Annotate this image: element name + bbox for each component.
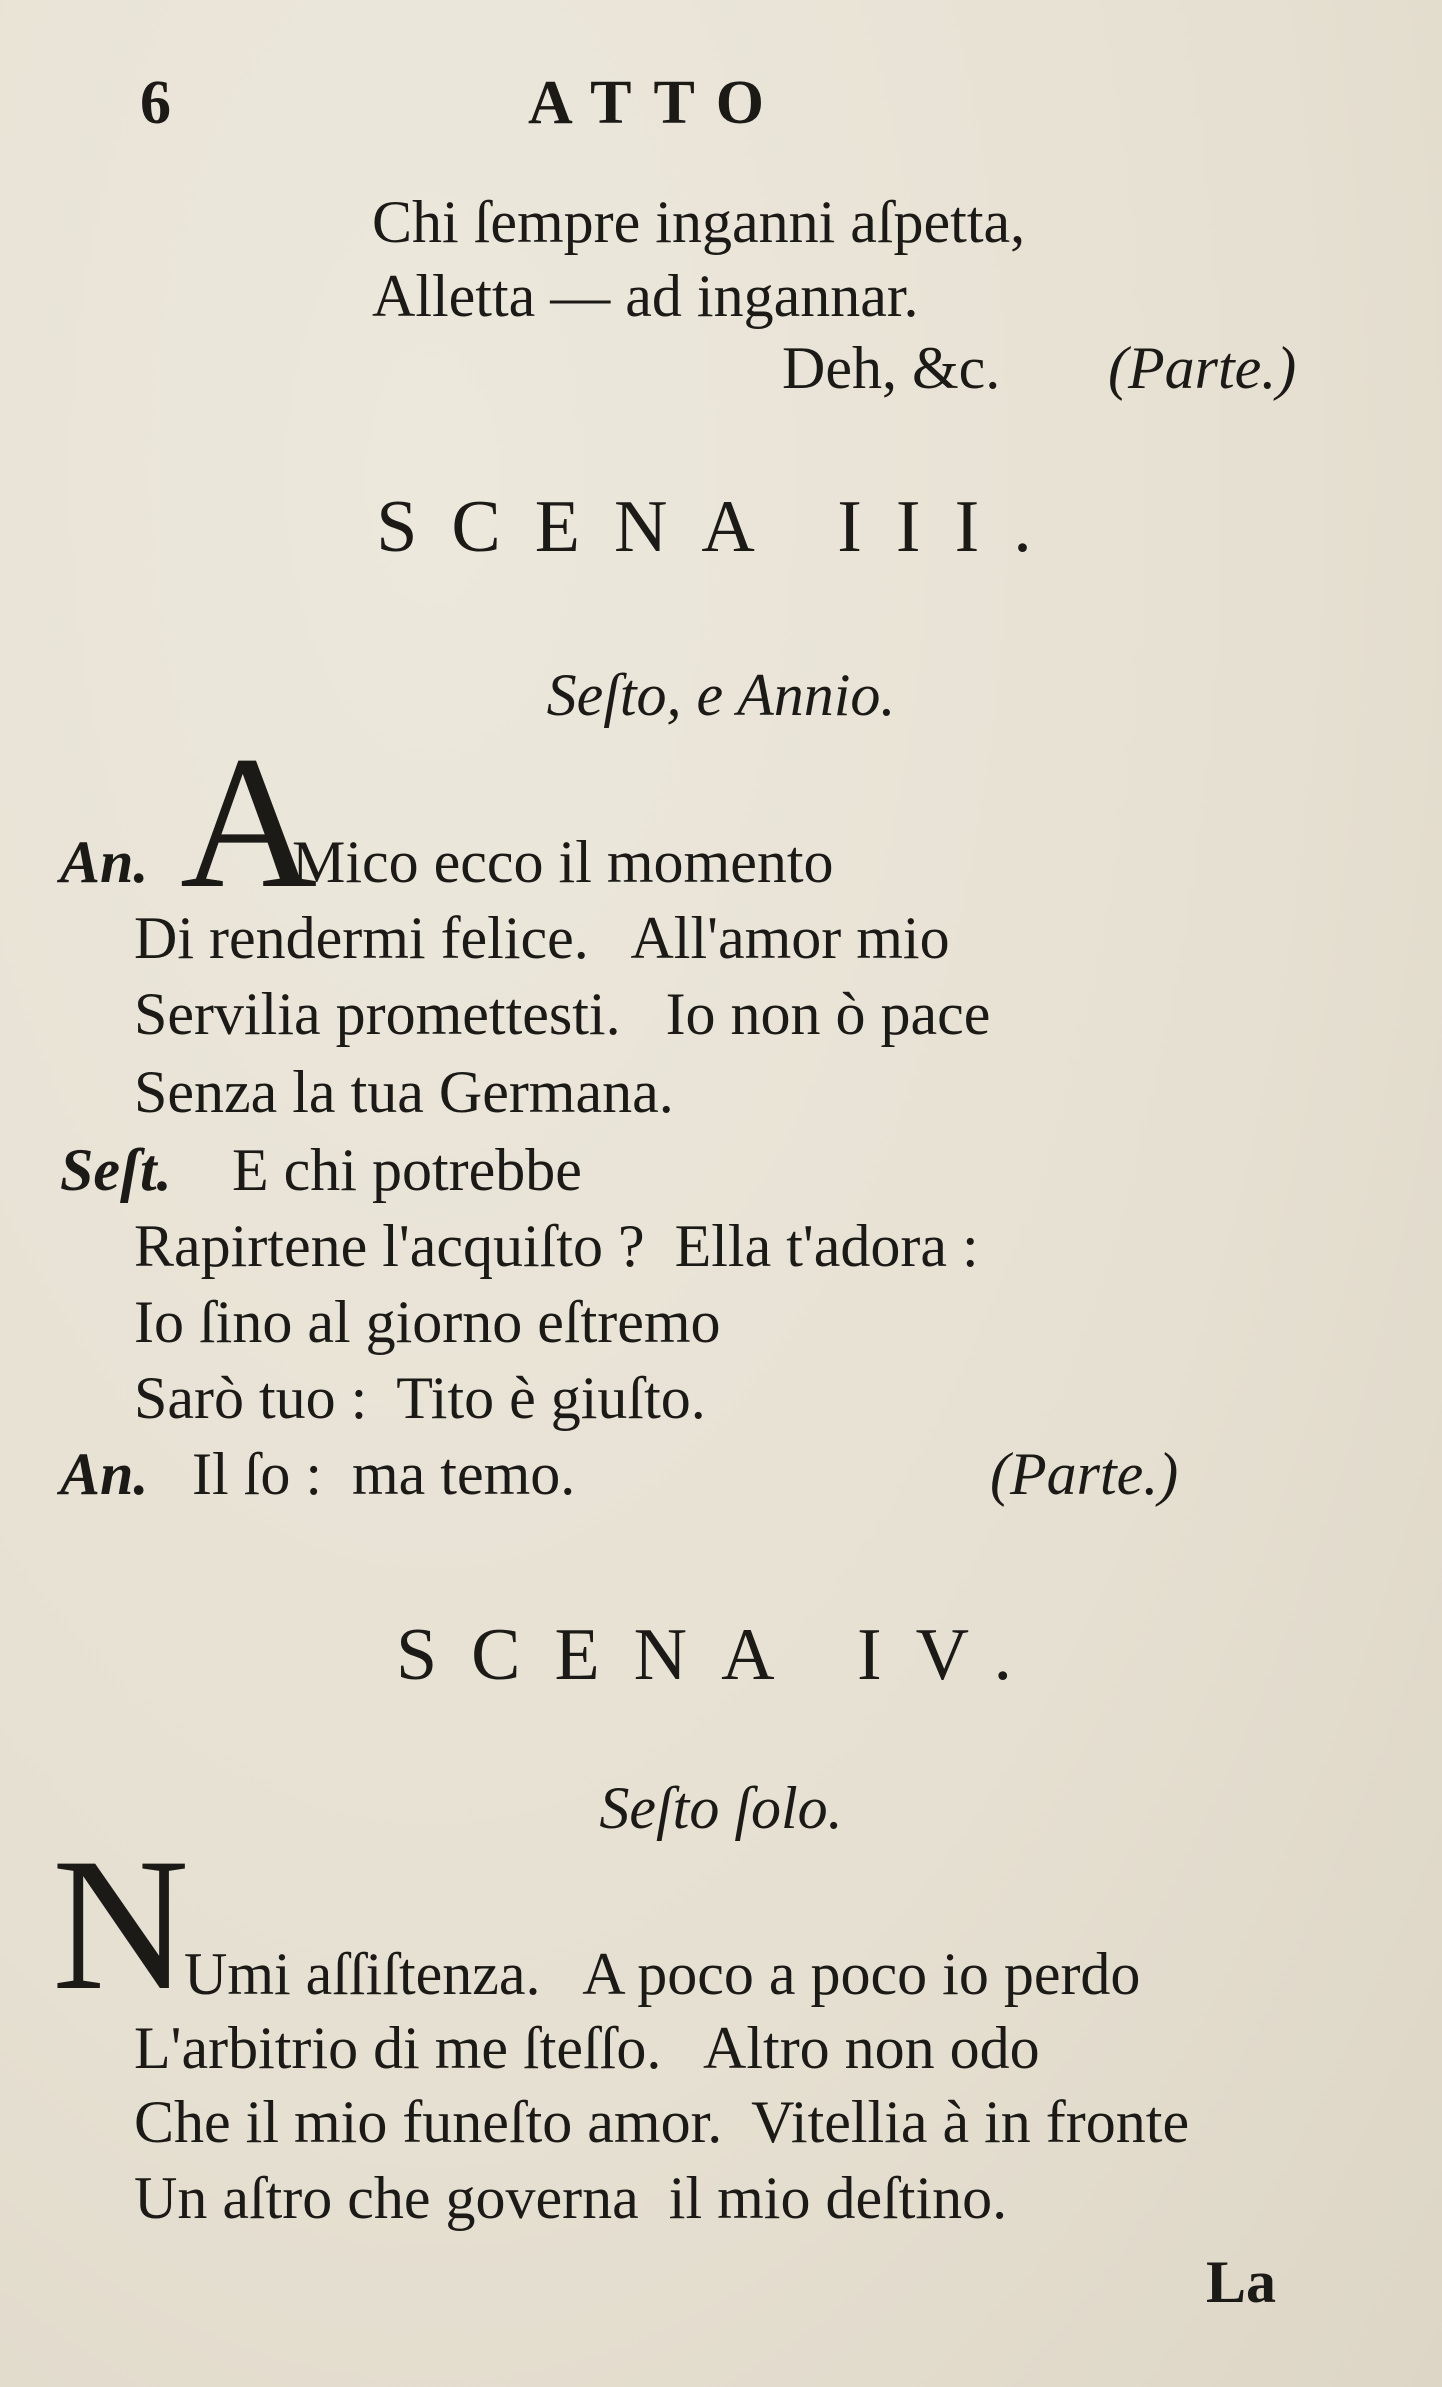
monologue-line: Che il mio funeſto amor. Vitellia à in fronte — [134, 2089, 1190, 2155]
dialogue-line: Servilia promettesti. Io non ò pace — [134, 981, 991, 1047]
dialogue-line: E chi potrebbe — [232, 1137, 582, 1203]
scene-title: SCENA IV. — [395, 1614, 1047, 1696]
dialogue-line: Sarò tuo : Tito è giuſto. — [134, 1365, 706, 1431]
scene-characters: Seſto ſolo. — [599, 1775, 843, 1841]
scene-characters: Seſto, e Annio. — [546, 662, 896, 728]
verse-line: Chi ſempre inganni aſpetta, — [372, 189, 1026, 255]
running-title: ATTO — [528, 69, 786, 137]
dialogue-line: Mico ecco il momento — [292, 829, 834, 895]
dialogue-line: Io ſino al giorno eſtremo — [134, 1289, 721, 1355]
speaker: An. — [60, 829, 149, 895]
stage-direction: (Parte.) — [990, 1441, 1179, 1507]
monologue-line: Umi aſſiſtenza. A poco a poco io perdo — [184, 1941, 1141, 2007]
dialogue-line: Di rendermi felice. All'amor mio — [134, 905, 950, 971]
drop-cap: A — [180, 718, 318, 928]
verse-line: Deh, &c. — [782, 335, 1001, 401]
verse-line: Alletta — ad ingannar. — [372, 263, 919, 329]
dialogue-line: Senza la tua Germana. — [134, 1059, 674, 1125]
scene-title: SCENA III. — [376, 486, 1066, 568]
monologue-line: Un aſtro che governa il mio deſtino. — [134, 2165, 1008, 2231]
speaker: Seſt. — [60, 1137, 172, 1203]
dialogue-line: Il ſo : ma temo. — [192, 1441, 576, 1507]
dialogue-line: Rapirtene l'acquiſto ? Ella t'adora : — [134, 1213, 979, 1279]
drop-cap: N — [52, 1820, 190, 2030]
catchword: La — [1206, 2249, 1277, 2315]
monologue-line: L'arbitrio di me ſteſſo. Altro non odo — [134, 2015, 1040, 2081]
stage-direction: (Parte.) — [1108, 335, 1297, 401]
page-number: 6 — [140, 69, 171, 137]
speaker: An. — [60, 1441, 149, 1507]
